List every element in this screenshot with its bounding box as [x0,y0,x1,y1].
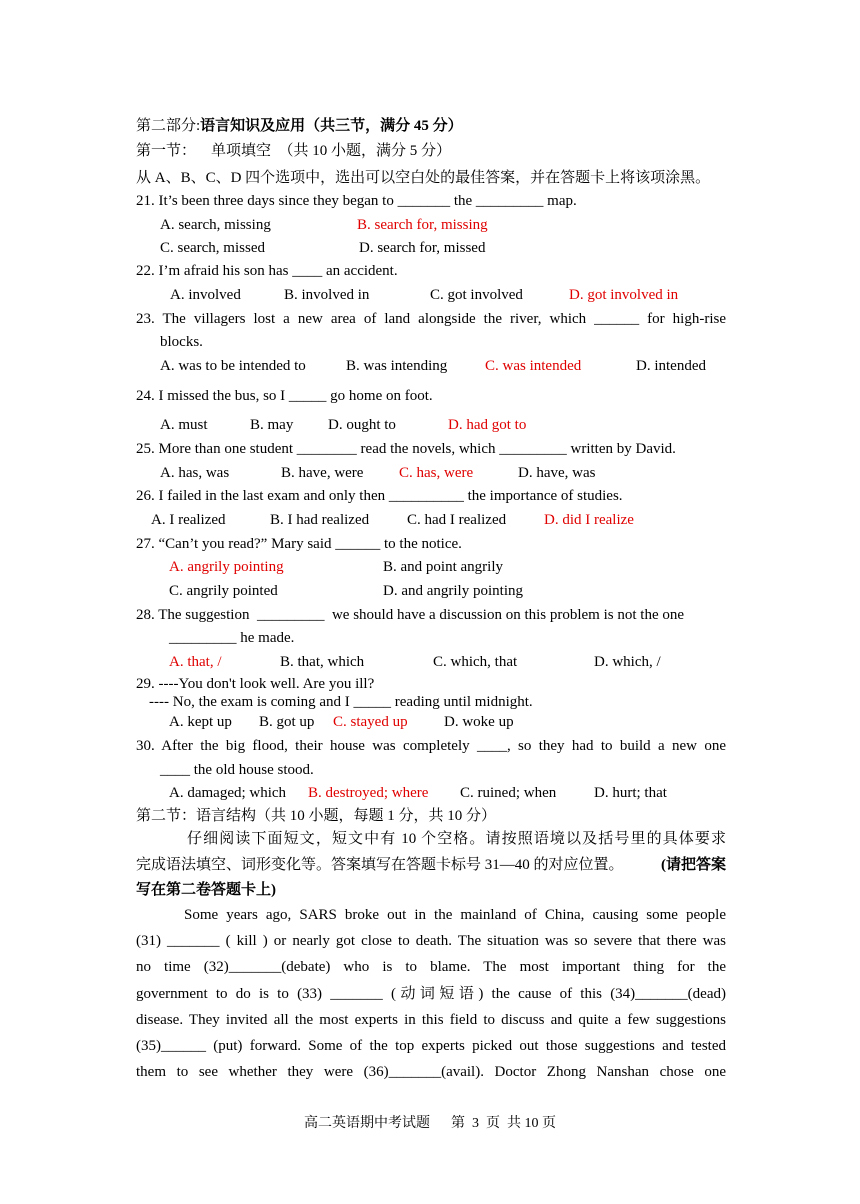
section2-instruction-line2-text: 完成语法填空、词形变化等。答案填写在答题卡标号 31—40 的对应位置。 [136,857,624,873]
passage-line-2: (31) _______ ( kill ) or nearly got close to death. The situation was so severe that there was [136,933,726,949]
option-27-c: C. angrily pointed [169,583,278,599]
option-30-a: A. damaged; which [169,785,287,801]
option-25-c-answer: C. has, were [399,465,474,481]
option-26-a: A. I realized [151,512,226,528]
question-23-stem-line1: 23. The villagers lost a new area of land alongside the river, which ______ for high-rise [136,311,726,327]
option-28-a-answer: A. that, / [169,654,222,670]
option-28-c: C. which, that [433,654,518,670]
question-24-stem: 24. I missed the bus, so I _____ go home on foot. [136,388,433,404]
question-30-stem-line2: ____ the old house stood. [160,762,314,778]
question-22-stem: 22. I’m afraid his son has ____ an accident. [136,263,398,279]
question-23-stem-line2: blocks. [160,334,203,350]
passage-line-7: them to see whether they were (36)_______(avail). Doctor Zhong Nanshan chose one [136,1064,726,1080]
section2-instruction-note-end: 写在第二卷答题卡上) [136,882,276,898]
option-22-d-answer: D. got involved in [569,287,679,303]
section2-instruction-note-start: (请把答案 [661,857,726,873]
option-26-b: B. I had realized [270,512,370,528]
section2-instruction-line2 [136,855,726,875]
section1-instruction: 从 A、B、C、D 四个选项中，选出可以空白处的最佳答案，并在答题卡上将该项涂黑。 [136,170,711,186]
option-25-a: A. has, was [160,465,230,481]
option-22-b: B. involved in [284,287,370,303]
question-27-stem: 27. “Can’t you read?” Mary said ______ to the notice. [136,536,462,552]
option-27-d: D. and angrily pointing [383,583,523,599]
part-prefix: 第二部分: [136,118,201,134]
option-24-a: A. must [160,417,208,433]
option-23-a: A. was to be intended to [160,358,306,374]
passage-line-1: Some years ago, SARS broke out in the mainland of China, causing some people [184,907,726,923]
option-30-d: D. hurt; that [594,785,667,801]
option-22-a: A. involved [170,287,241,303]
option-28-b: B. that, which [280,654,365,670]
question-21-stem: 21. It’s been three days since they began to _______ the _________ map. [136,193,577,209]
question-29-stem-line1: 29. ----You don't look well. Are you ill? [136,676,375,692]
option-21-d: D. search for, missed [359,240,486,256]
question-30-stem-line1: 30. After the big flood, their house was completely ____, so they had to build a new one [136,738,726,754]
part-title: 语言知识及应用（共三节，满分 45 分） [200,118,463,134]
question-28-stem-line1: 28. The suggestion _________ we should have a discussion on this problem is not the one [136,607,685,623]
question-29-stem-line2: ---- No, the exam is coming and I _____ reading until midnight. [149,694,533,710]
option-29-d: D. woke up [444,714,514,730]
option-21-a: A. search, missing [160,217,271,233]
option-29-c-answer: C. stayed up [333,714,408,730]
question-28-stem-line2: _________ he made. [169,630,295,646]
option-24-c: D. ought to [328,417,396,433]
option-30-c: C. ruined; when [460,785,557,801]
option-21-c: C. search, missed [160,240,265,256]
option-29-b: B. got up [259,714,315,730]
passage-line-6: (35)______ (put) forward. Some of the top experts picked out those suggestions and tested [136,1038,726,1054]
passage-line-3: no time (32)_______(debate) who is to blame. The most important thing for the [136,959,726,975]
option-23-b: B. was intending [346,358,448,374]
option-24-b: B. may [250,417,294,433]
question-25-stem: 25. More than one student ________ read the novels, which _________ written by David. [136,441,676,457]
section2-instruction-line1: 仔细阅读下面短文，短文中有 10 个空格。请按照语境以及括号里的具体要求 [187,831,726,847]
section1-heading: 第一节： 单项填空 （共 10 小题，满分 5 分） [136,143,452,159]
option-28-d: D. which, / [594,654,661,670]
option-24-d-answer: D. had got to [448,417,527,433]
page-footer: 高二英语期中考试题 第 3 页 共 10 页 [304,1116,556,1131]
option-23-d: D. intended [636,358,706,374]
part-heading [136,116,463,136]
option-22-c: C. got involved [430,287,523,303]
option-30-b-answer: B. destroyed; where [308,785,429,801]
option-21-b-answer: B. search for, missing [357,217,488,233]
option-27-a-answer: A. angrily pointing [169,559,284,575]
question-26-stem: 26. I failed in the last exam and only then __________ the importance of studies. [136,488,623,504]
option-25-d: D. have, was [518,465,596,481]
option-26-d-answer: D. did I realize [544,512,634,528]
option-29-a: A. kept up [169,714,232,730]
option-27-b: B. and point angrily [383,559,503,575]
option-23-c-answer: C. was intended [485,358,582,374]
passage-line-5: disease. They invited all the most experts in this field to discuss and quite a few suggestions [136,1012,726,1028]
option-25-b: B. have, were [281,465,364,481]
option-26-c: C. had I realized [407,512,507,528]
section2-heading: 第二节：语言结构（共 10 小题，每题 1 分，共 10 分） [136,808,497,824]
passage-line-4: government to do is to (33) _______ (动词短语) the cause of this (34)_______(dead) [136,986,726,1002]
